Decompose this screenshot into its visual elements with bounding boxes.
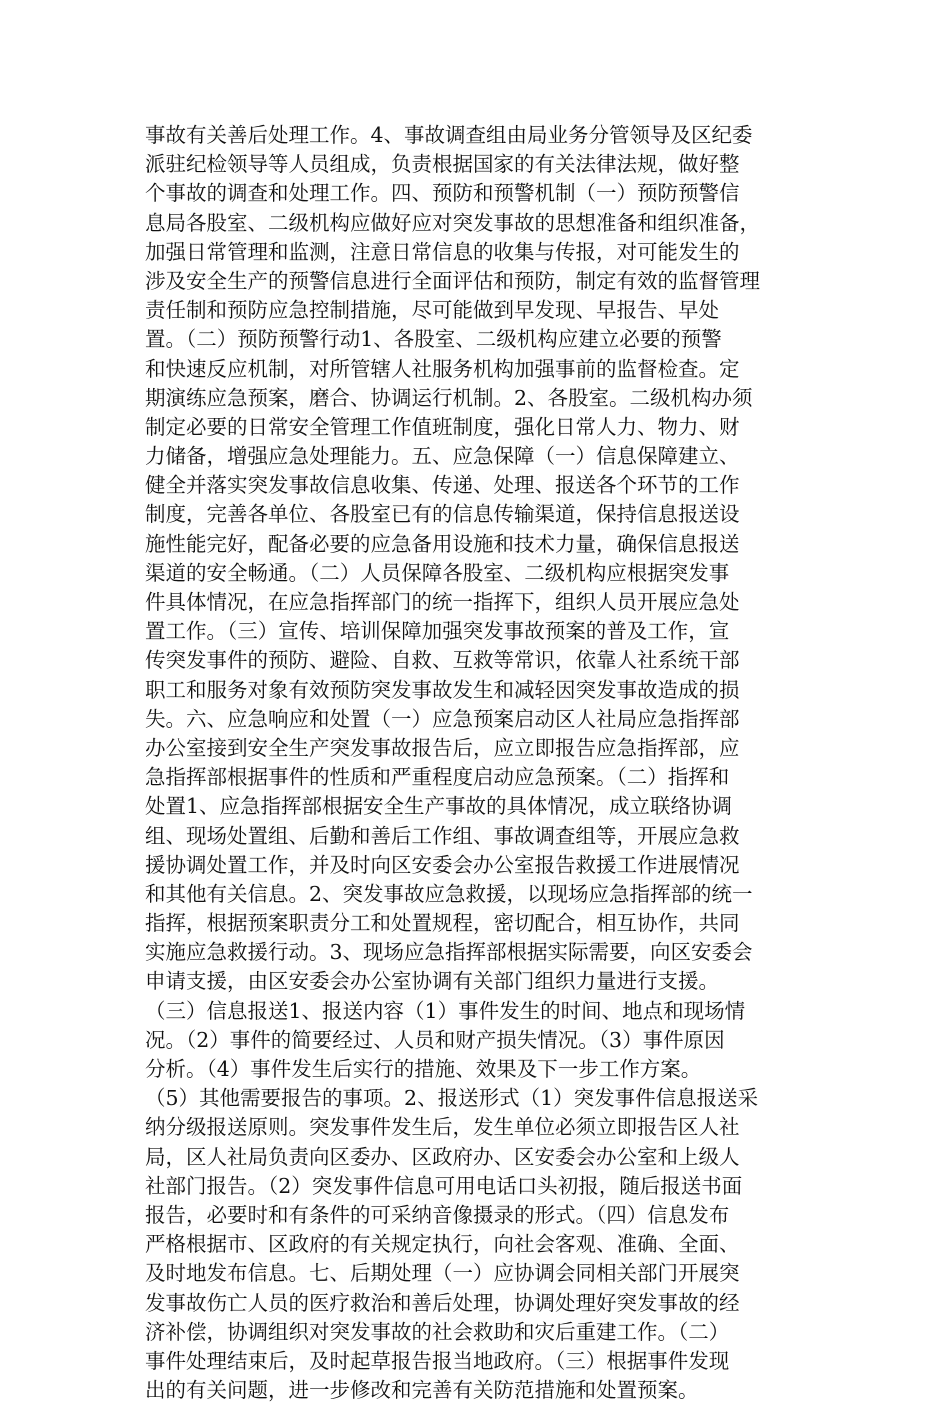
text-line: 传突发事件的预防、避险、自救、互救等常识，依靠人社系统干部: [145, 648, 740, 673]
body-text: [145, 121, 810, 1405]
text-line: 处置1、应急指挥部根据安全生产事故的具体情况，成立联络协调: [145, 794, 733, 819]
text-line: 社部门报告。（2）突发事件信息可用电话口头初报，随后报送书面: [145, 1173, 743, 1198]
text-line: 力储备，增强应急处理能力。五、应急保障（一）信息保障建立、: [145, 444, 740, 469]
text-line: 息局各股室、二级机构应做好应对突发事故的思想准备和组织准备，: [145, 210, 760, 235]
text-line: 加强日常管理和监测，注意日常信息的收集与传报，对可能发生的: [145, 239, 740, 264]
text-line: 申请支援，由区安委会办公室协调有关部门组织力量进行支援。: [145, 969, 719, 994]
text-line: 失。六、应急响应和处置（一）应急预案启动区人社局应急指挥部: [145, 706, 740, 731]
text-line: 和快速反应机制，对所管辖人社服务机构加强事前的监督检查。定: [145, 356, 740, 381]
text-line: 件具体情况，在应急指挥部门的统一指挥下，组织人员开展应急处: [145, 590, 740, 614]
text-line: 渠道的安全畅通。（二）人员保障各股室、二级机构应根据突发事: [145, 560, 730, 585]
text-line: 置工作。（三）宣传、培训保障加强突发事故预案的普及工作，宣: [145, 619, 730, 644]
text-line: 派驻纪检领导等人员组成，负责根据国家的有关法律法规，做好整: [145, 152, 740, 177]
text-line: （三）信息报送1、报送内容（1）事件发生的时间、地点和现场情: [145, 998, 746, 1023]
text-line: 局，区人社局负责向区委办、区政府办、区安委会办公室和上级人: [145, 1144, 740, 1169]
text-line: 责任制和预防应急控制措施，尽可能做到早发现、早报告、早处: [145, 298, 719, 323]
text-line: 组、现场处置组、后勤和善后工作组、事故调查组等，开展应急救: [145, 823, 740, 848]
text-line: 况。（2）事件的简要经过、人员和财产损失情况。（3）事件原因: [145, 1027, 725, 1052]
text-line: 制定必要的日常安全管理工作值班制度，强化日常人力、物力、财: [145, 414, 740, 439]
text-line: 制度，完善各单位、各股室已有的信息传输渠道，保持信息报送设: [145, 502, 740, 527]
text-line: 急指挥部根据事件的性质和严重程度启动应急预案。（二）指挥和: [145, 765, 730, 790]
text-line: 期演练应急预案，磨合、协调运行机制。2、各股室。二级机构办须: [145, 385, 753, 410]
text-line: 出的有关问题，进一步修改和完善有关防范措施和处置预案。: [145, 1378, 699, 1403]
text-line: 涉及安全生产的预警信息进行全面评估和预防，制定有效的监督管理: [145, 268, 760, 293]
text-line: 发事故伤亡人员的医疗救治和善后处理，协调处理好突发事故的经: [145, 1290, 740, 1315]
text-line: 办公室接到安全生产突发事故报告后，应立即报告应急指挥部，应: [145, 735, 740, 760]
text-line: 实施应急救援行动。3、现场应急指挥部根据实际需要，向区安委会: [145, 940, 753, 965]
text-line: 事故有关善后处理工作。4、事故调查组由局业务分管领导及区纪委: [145, 123, 753, 147]
text-line: 置。（二）预防预警行动1、各股室、二级机构应建立必要的预警: [145, 327, 722, 352]
text-line: 和其他有关信息。2、突发事故应急救援，以现场应急指挥部的统一: [145, 881, 753, 906]
text-line: 报告，必要时和有条件的可采纳音像摄录的形式。（四）信息发布: [145, 1202, 730, 1227]
text-line: 事件处理结束后，及时起草报告报当地政府。（三）根据事件发现: [145, 1348, 730, 1373]
text-line: 个事故的调查和处理工作。四、预防和预警机制（一）预防预警信: [145, 181, 740, 206]
text-line: （5）其他需要报告的事项。2、报送形式（1）突发事件信息报送采: [145, 1086, 759, 1111]
text-line: 济补偿，协调组织对突发事故的社会救助和灾后重建工作。（二）: [145, 1319, 730, 1344]
text-line: 严格根据市、区政府的有关规定执行，向社会客观、准确、全面、: [145, 1232, 740, 1257]
text-line: 施性能完好，配备必要的应急备用设施和技术力量，确保信息报送: [145, 531, 740, 556]
text-line: 健全并落实突发事故信息收集、传递、处理、报送各个环节的工作: [145, 473, 740, 498]
text-line: 职工和服务对象有效预防突发事故发生和减轻因突发事故造成的损: [145, 677, 740, 702]
text-line: 分析。（4）事件发生后实行的措施、效果及下一步工作方案。: [145, 1057, 702, 1081]
text-line: 纳分级报送原则。突发事件发生后，发生单位必须立即报告区人社: [145, 1115, 740, 1140]
text-line: 及时地发布信息。七、后期处理（一）应协调会同相关部门开展突: [145, 1261, 740, 1286]
text-line: 援协调处置工作，并及时向区安委会办公室报告救援工作进展情况: [145, 852, 740, 877]
text-line: 指挥，根据预案职责分工和处置规程，密切配合，相互协作，共同: [145, 911, 740, 936]
